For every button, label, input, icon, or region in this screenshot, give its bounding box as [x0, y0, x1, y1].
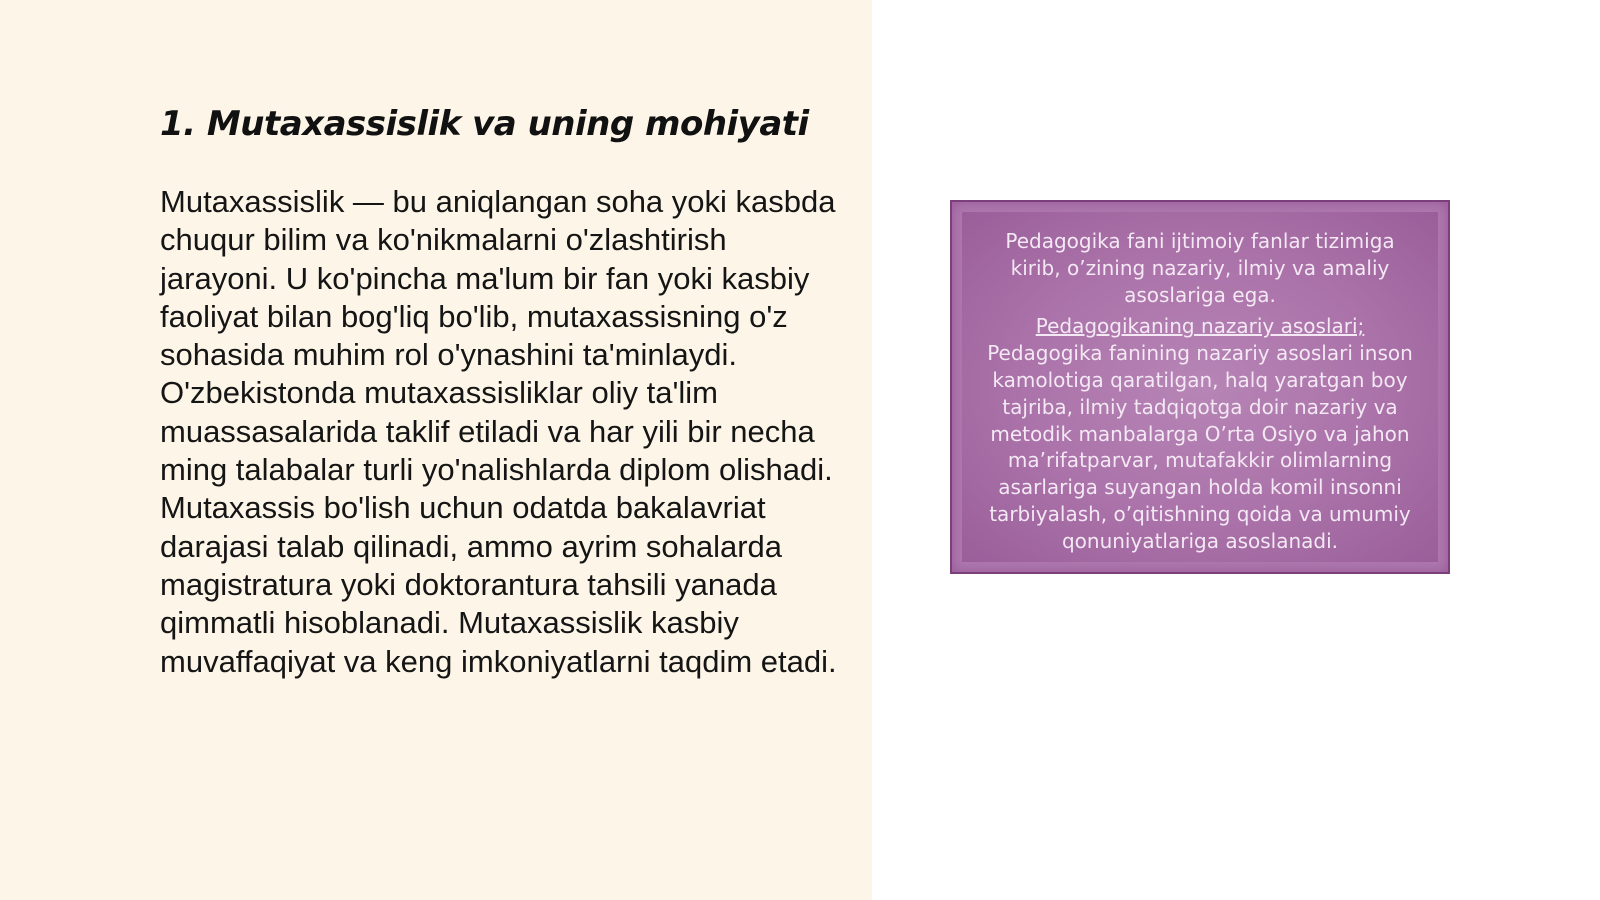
card-paragraph-1: Pedagogika fani ijtimoiy fanlar tizimiga kirib, o’zining nazariy, ilmiy va amaliy asoslariga ega. — [1005, 229, 1395, 307]
card-subheading: Pedagogikaning nazariy asoslari; — [1035, 314, 1365, 339]
image-card — [950, 200, 1450, 574]
image-card-text — [952, 228, 1448, 555]
slide-body-text: Mutaxassislik — bu aniqlangan soha yoki kasbda chuqur bilim va ko'nikmalarni o'zlashtirish jarayoni. U ko'pincha ma'lum bir fan yoki kasbiy faoliyat bilan bog'liq bo'lib, mutaxassisning o'z sohasida muhim rol o'ynashini ta'minlaydi. O'zbekistonda mutaxassisliklar oliy ta'lim muassasalarida taklif etiladi va har yili bir necha ming talabalar turli yo'nalishlarda diplom olishadi. Mutaxassis bo'lish uchun odatda bakalavriat darajasi talab qilinadi, ammo ayrim sohalarda magistratura yoki doktorantura tahsili yanada qimmatli hisoblanadi. Mutaxassislik kasbiy muvaffaqiyat va keng imkoniyatlarni taqdim etadi. — [160, 184, 837, 679]
slide-heading: 1. Mutaxassislik va uning mohiyati — [160, 104, 809, 144]
card-paragraph-2: Pedagogika fanining nazariy asoslari inson kamolotiga qaratilgan, halq yaratgan boy tajriba, ilmiy tadqiqotga doir nazariy va metodik manbalarga O’rta Osiyo va jahon ma’rifatparvar, mutafakkir olimlarning asarlariga suyangan holda komil insonni tarbiyalash, o’qitishning qoida va umumiy qonuniyatlariga asoslanadi. — [987, 341, 1413, 553]
